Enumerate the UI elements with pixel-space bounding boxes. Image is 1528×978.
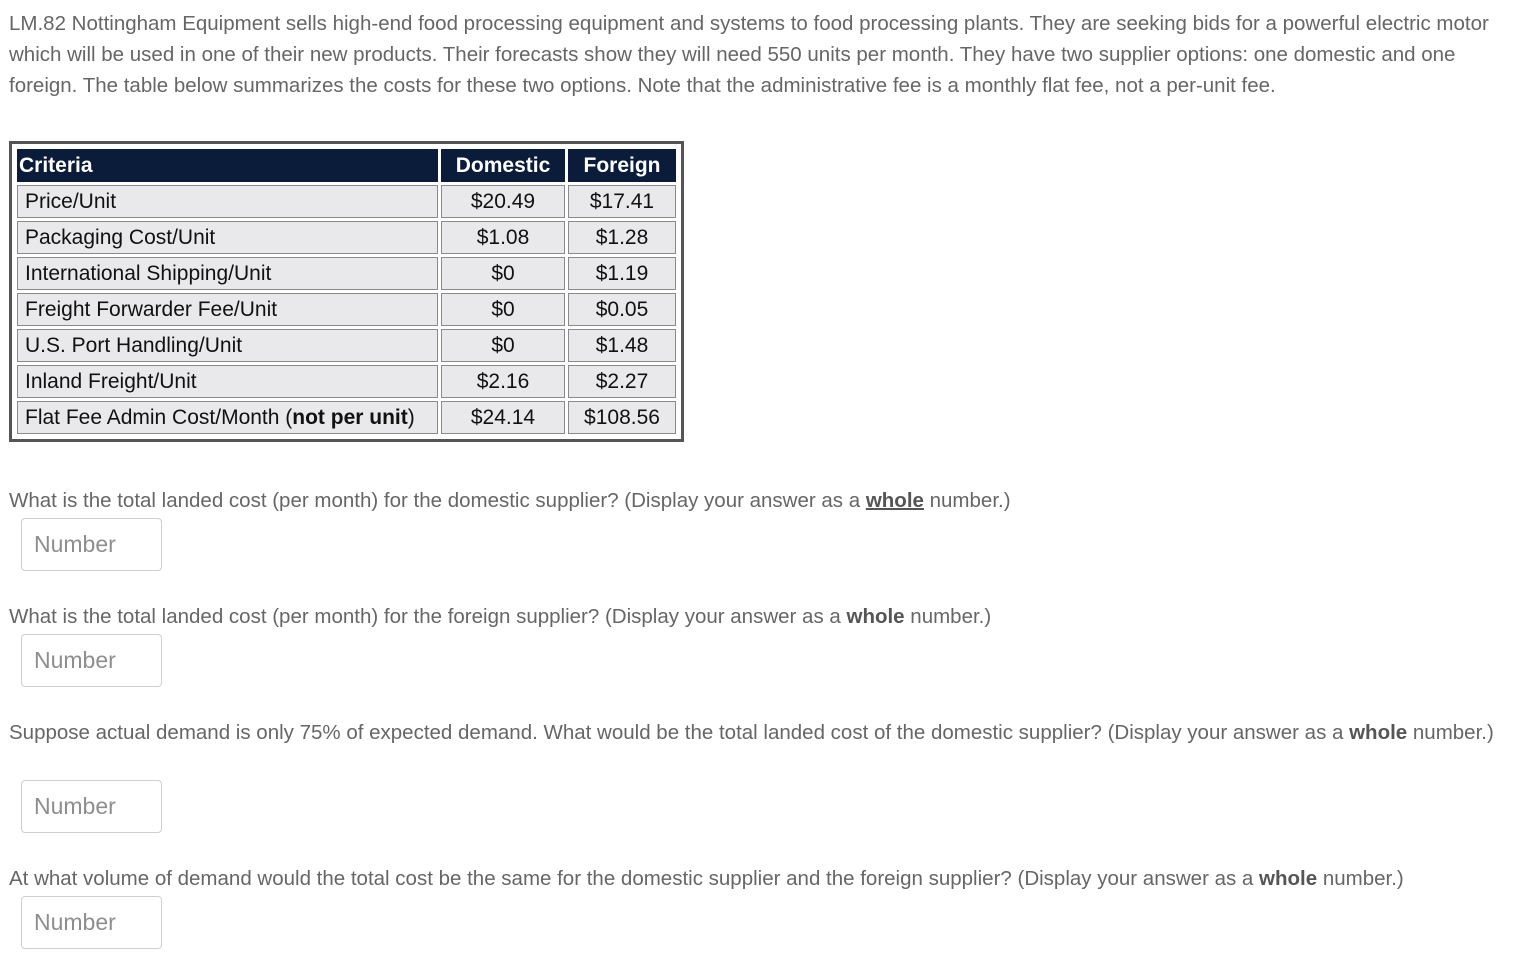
table-row [17,185,676,218]
question-emphasis: whole [1349,721,1408,744]
domestic-cell: $0 [441,293,565,326]
criteria-cell [17,401,438,434]
question-text-end: number.) [904,605,992,628]
header-criteria: Criteria [17,149,438,182]
table-row [17,257,676,290]
table-row [17,221,676,254]
question-text: What is the total landed cost (per month) for the foreign supplier? (Display your answer as a [9,605,847,628]
break-even-volume-input[interactable] [21,896,162,949]
criteria-label-end: ) [407,405,415,429]
foreign-cell: $1.19 [568,257,676,290]
question-text-end: number.) [1317,867,1404,890]
question-emphasis: whole [865,489,924,512]
problem-statement: LM.82 Nottingham Equipment sells high-end food processing equipment and systems to food processing plants. They are seeking bids for a powerful electric motor which will be used in one of their new products. Their forecasts show they will need 550 units per month. They have two supplier options: one domestic and one foreign. The table below summarizes the costs for these two options. Note that the administrative fee is a monthly flat fee, not a per-unit fee. [9,12,1489,97]
table-row [17,293,676,326]
question-text: Suppose actual demand is only 75% of expected demand. What would be the total landed cost of the domestic supplier? (Display your answer as a [9,721,1350,744]
question-text: At what volume of demand would the total cost be the same for the domestic supplier and the foreign supplier? (Display your answer as a [9,867,1260,890]
foreign-cell: $1.28 [568,221,676,254]
foreign-cell: $17.41 [568,185,676,218]
question-text-end: number.) [923,489,1011,512]
question-emphasis: whole [846,605,905,628]
question-1-text [9,486,1517,516]
criteria-cell: Freight Forwarder Fee/Unit [17,293,438,326]
domestic-landed-cost-input[interactable] [21,518,162,571]
criteria-cell: Inland Freight/Unit [17,365,438,398]
foreign-landed-cost-input[interactable] [21,634,162,687]
foreign-cell: $0.05 [568,293,676,326]
criteria-cell: Packaging Cost/Unit [17,221,438,254]
criteria-cell: Price/Unit [17,185,438,218]
question-3-text [9,718,1517,748]
table-row [17,365,676,398]
table-header-row [17,149,676,182]
domestic-cell: $0 [441,329,565,362]
criteria-label-emphasis: not per unit [292,405,408,429]
table-row [17,329,676,362]
header-domestic: Domestic [441,149,565,182]
question-text: What is the total landed cost (per month) for the domestic supplier? (Display your answer as a [9,489,866,512]
domestic-cell: $1.08 [441,221,565,254]
criteria-label: Flat Fee Admin Cost/Month ( [25,405,293,429]
cost-comparison-table [9,141,684,442]
domestic-cell: $24.14 [441,401,565,434]
question-emphasis: whole [1259,867,1318,890]
question-4-text [9,864,1517,894]
criteria-cell: International Shipping/Unit [17,257,438,290]
domestic-cell: $0 [441,257,565,290]
table-row [17,401,676,434]
reduced-demand-cost-input[interactable] [21,780,162,833]
foreign-cell: $1.48 [568,329,676,362]
criteria-cell: U.S. Port Handling/Unit [17,329,438,362]
domestic-cell: $2.16 [441,365,565,398]
foreign-cell: $108.56 [568,401,676,434]
question-text-end: number.) [1407,721,1494,744]
question-2-text [9,602,1517,632]
foreign-cell: $2.27 [568,365,676,398]
domestic-cell: $20.49 [441,185,565,218]
header-foreign: Foreign [568,149,676,182]
